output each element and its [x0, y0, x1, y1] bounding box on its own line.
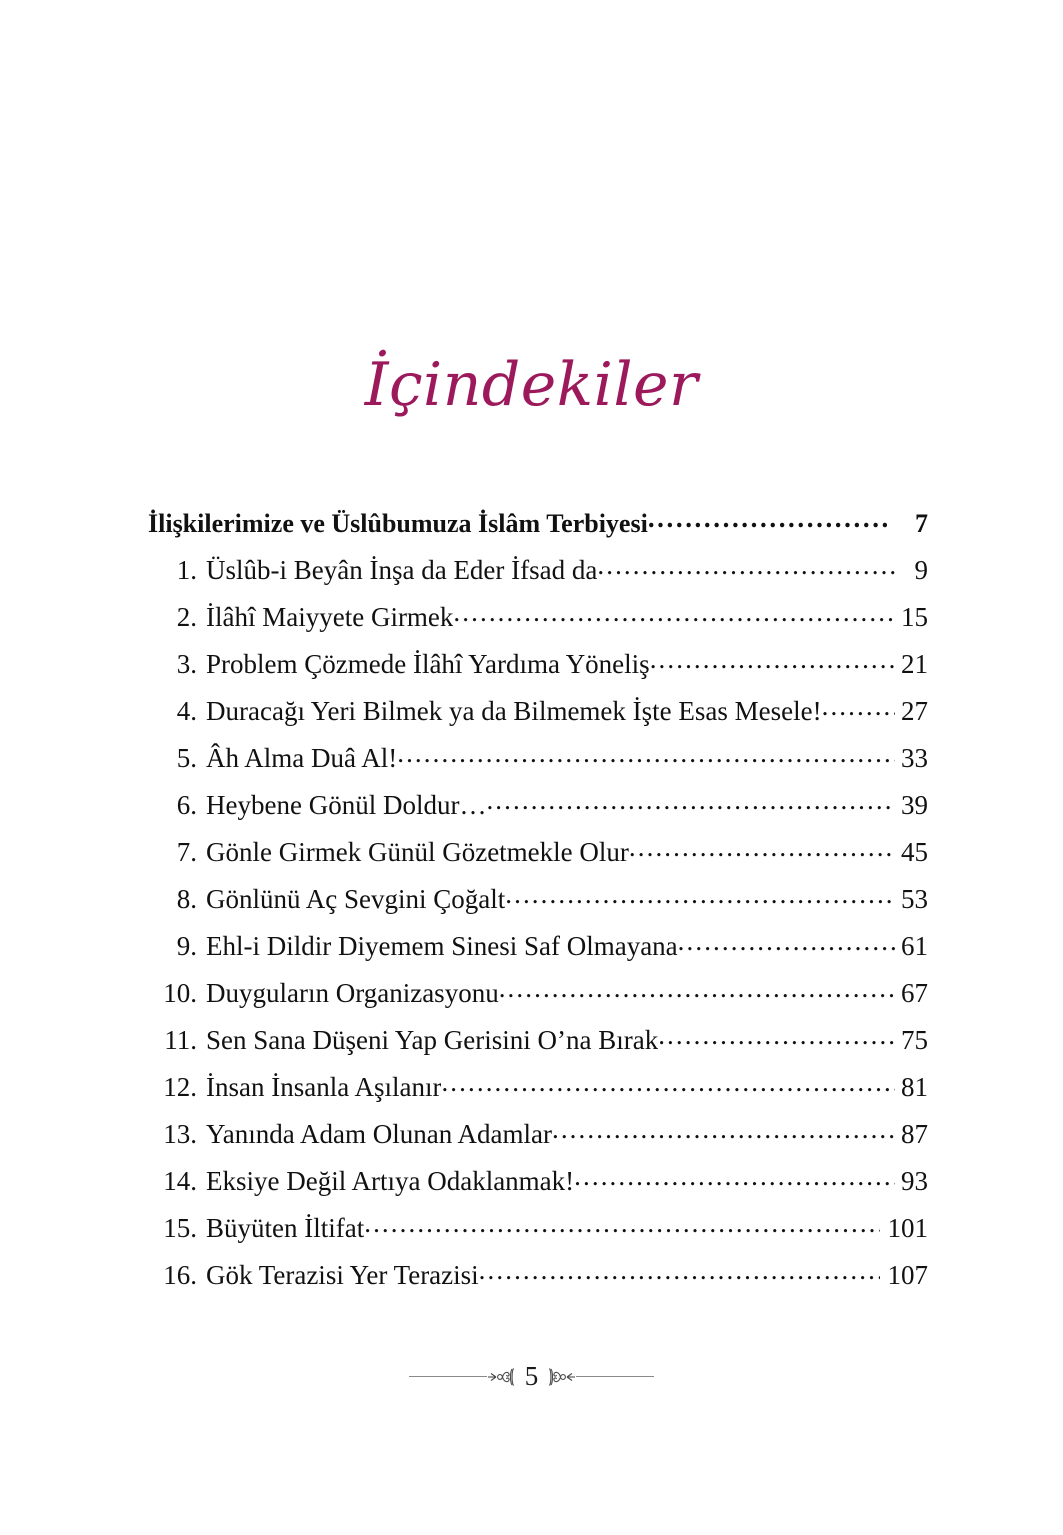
footer-rule-right	[576, 1376, 654, 1377]
toc-row[interactable]	[148, 876, 928, 923]
page-number: 5	[524, 1361, 539, 1391]
toc-row[interactable]	[148, 1064, 928, 1111]
toc-entry-label: Ehl-i Dildir Diyemem Sinesi Saf Olmayana	[206, 931, 678, 961]
flourish-left-icon	[487, 1366, 517, 1388]
toc-entry-number: 15.	[163, 1213, 197, 1243]
toc-entry-page: 7	[915, 509, 928, 538]
flourish-right-icon	[546, 1366, 576, 1388]
toc-dot-leader	[479, 1257, 880, 1284]
toc-entry-page: 9	[914, 555, 928, 585]
toc-row[interactable]	[148, 1111, 928, 1158]
page-title: İçindekiler	[364, 350, 699, 420]
toc-row[interactable]	[148, 1252, 928, 1299]
toc-dot-leader	[453, 599, 895, 626]
toc-dot-leader	[597, 552, 895, 579]
toc-dot-leader	[397, 740, 895, 767]
toc-entry-number: 10.	[163, 978, 197, 1008]
toc-dot-leader	[364, 1210, 879, 1237]
toc-row[interactable]	[148, 594, 928, 641]
toc-dot-leader	[486, 787, 895, 814]
table-of-contents	[148, 500, 928, 1299]
toc-dot-leader	[648, 506, 887, 532]
toc-dot-leader	[505, 881, 895, 908]
toc-entry-label: Yanında Adam Olunan Adamlar	[206, 1119, 552, 1149]
toc-entry-page: 81	[901, 1072, 928, 1102]
toc-row[interactable]	[148, 547, 928, 594]
toc-dot-leader	[650, 646, 895, 673]
toc-entry-label: İlişkilerimize ve Üslûbumuza İslâm Terbiyesi	[148, 509, 648, 538]
toc-dot-leader	[678, 928, 895, 955]
toc-row[interactable]	[148, 735, 928, 782]
toc-dot-leader	[552, 1116, 895, 1143]
toc-row[interactable]	[148, 688, 928, 735]
toc-entry-page: 93	[901, 1166, 928, 1196]
toc-row[interactable]	[148, 923, 928, 970]
toc-entry-page: 45	[901, 837, 928, 867]
toc-entry-page: 75	[901, 1025, 928, 1055]
toc-dot-leader	[574, 1163, 895, 1190]
toc-entry-number: 11.	[164, 1025, 197, 1055]
toc-row[interactable]	[148, 641, 928, 688]
toc-entry-number: 2.	[176, 602, 197, 632]
toc-dot-leader	[658, 1022, 895, 1049]
toc-entry-number: 9.	[176, 931, 197, 961]
toc-heading-row[interactable]	[148, 500, 928, 547]
toc-entry-label: Gök Terazisi Yer Terazisi	[206, 1260, 479, 1290]
toc-entry-number: 8.	[176, 884, 197, 914]
toc-entry-page: 15	[901, 602, 928, 632]
toc-entry-label: Âh Alma Duâ Al!	[206, 743, 398, 773]
toc-entry-label: Heybene Gönül Doldur…	[206, 790, 487, 820]
toc-dot-leader	[822, 693, 895, 720]
toc-entry-label: Gönlünü Aç Sevgini Çoğalt	[206, 884, 506, 914]
toc-entry-label: Eksiye Değil Artıya Odaklanmak!	[206, 1166, 575, 1196]
toc-entry-label: İlâhî Maiyyete Girmek	[206, 602, 454, 632]
toc-entry-number: 5.	[176, 743, 197, 773]
toc-entry-number: 14.	[163, 1166, 197, 1196]
toc-entry-number: 13.	[163, 1119, 197, 1149]
toc-entry-number: 4.	[176, 696, 197, 726]
toc-entry-label: Büyüten İltifat	[206, 1213, 365, 1243]
toc-entry-number: 3.	[176, 649, 197, 679]
toc-entry-page: 33	[901, 743, 928, 773]
toc-entry-label: Sen Sana Düşeni Yap Gerisini O’na Bırak	[206, 1025, 659, 1055]
toc-entry-number: 6.	[176, 790, 197, 820]
toc-entry-label: İnsan İnsanla Aşılanır	[206, 1072, 442, 1102]
toc-dot-leader	[499, 975, 895, 1002]
toc-row[interactable]	[148, 1158, 928, 1205]
toc-entry-page: 53	[901, 884, 928, 914]
toc-entry-page: 107	[887, 1260, 928, 1290]
toc-entry-label: Duyguların Organizasyonu	[206, 978, 499, 1008]
toc-entry-label: Üslûb-i Beyân İnşa da Eder İfsad da	[206, 555, 598, 585]
toc-entry-page: 21	[901, 649, 928, 679]
toc-entry-number: 12.	[163, 1072, 197, 1102]
toc-row[interactable]	[148, 782, 928, 829]
toc-entry-page: 39	[901, 790, 928, 820]
footer-rule-left	[409, 1376, 487, 1377]
page-footer	[0, 1363, 1063, 1390]
toc-row[interactable]	[148, 1017, 928, 1064]
toc-entry-number: 1.	[176, 555, 197, 585]
toc-entry-label: Gönle Girmek Günül Gözetmekle Olur	[206, 837, 629, 867]
toc-entry-label: Problem Çözmede İlâhî Yardıma Yöneliş	[206, 649, 650, 679]
toc-entry-label: Duracağı Yeri Bilmek ya da Bilmemek İşte Esas Mesele!	[206, 696, 822, 726]
toc-entry-number: 16.	[163, 1260, 197, 1290]
toc-entry-page: 101	[887, 1213, 928, 1243]
toc-row[interactable]	[148, 970, 928, 1017]
toc-entry-number: 7.	[176, 837, 197, 867]
toc-dot-leader	[629, 834, 895, 861]
toc-entry-page: 61	[901, 931, 928, 961]
toc-entry-page: 87	[901, 1119, 928, 1149]
toc-row[interactable]	[148, 1205, 928, 1252]
toc-entry-page: 67	[901, 978, 928, 1008]
toc-dot-leader	[441, 1069, 895, 1096]
toc-entry-page: 27	[901, 696, 928, 726]
toc-row[interactable]	[148, 829, 928, 876]
